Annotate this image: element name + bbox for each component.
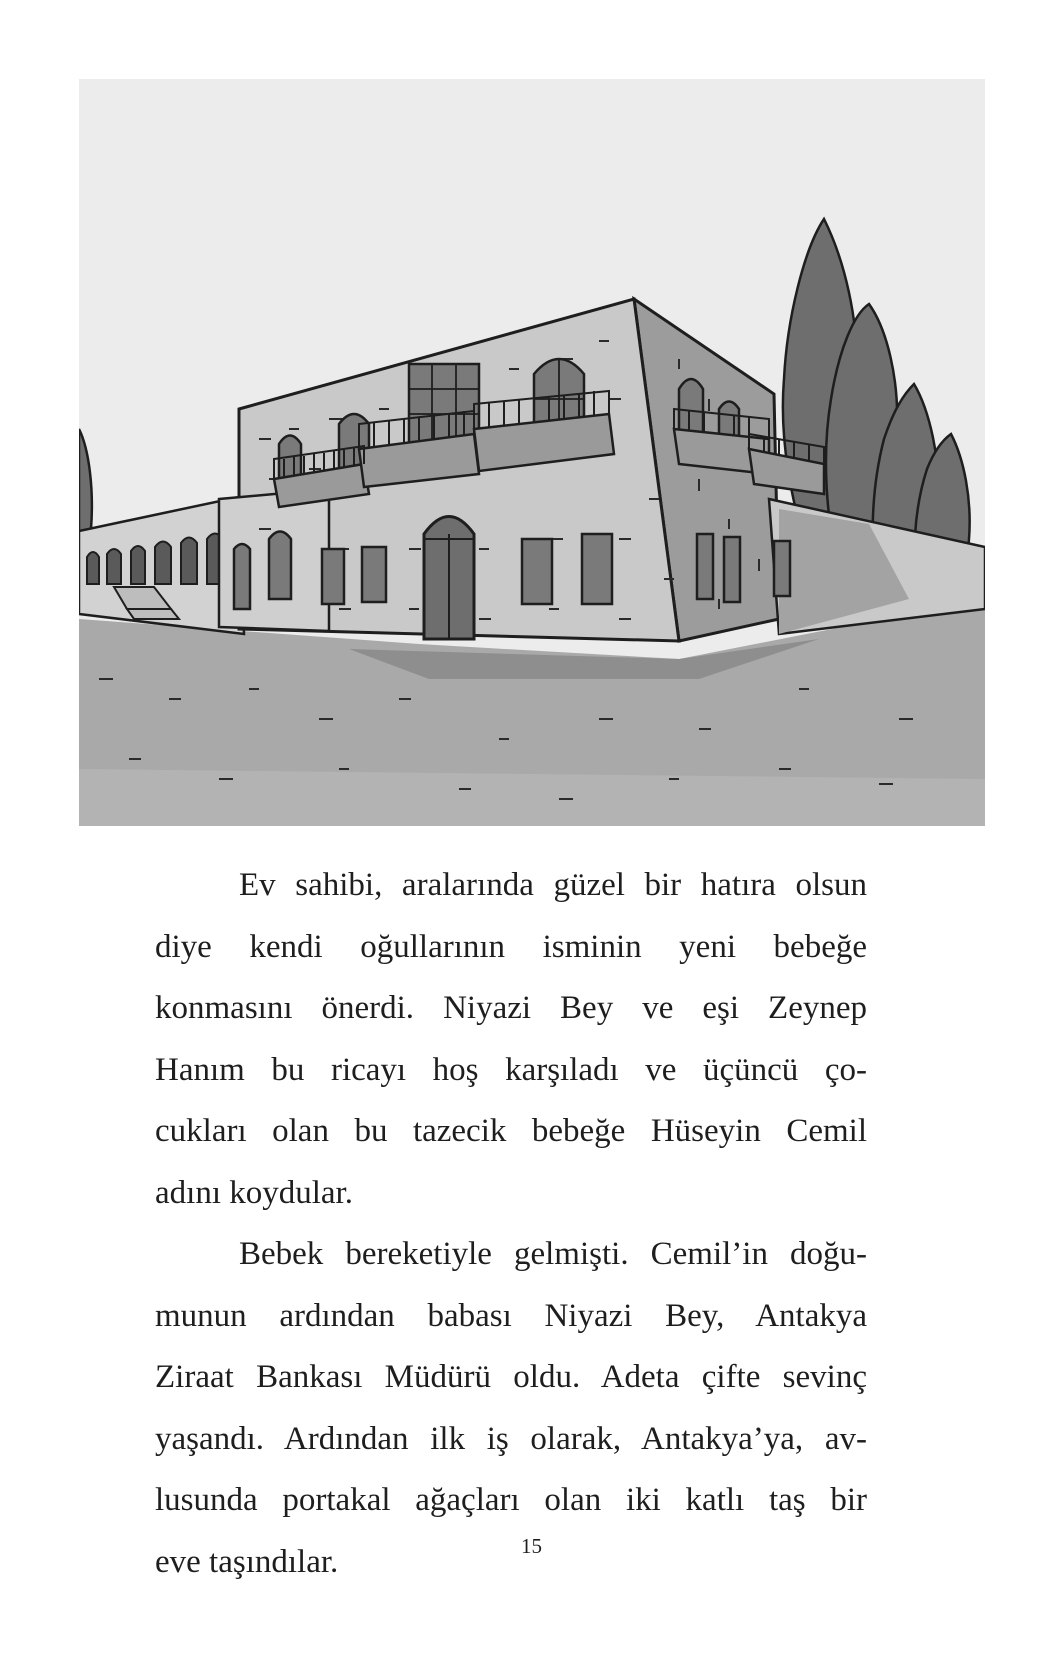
text-line: adını koydular. (155, 1174, 353, 1211)
page-number: 15 (521, 1534, 542, 1558)
house-illustration (79, 79, 985, 826)
text-line: Ziraat Bankası Müdürü oldu. Adeta çifte sevinç (155, 1359, 867, 1395)
text-line: Hanım bu ricayı hoş karşıladı ve üçüncü ço- (155, 1051, 867, 1088)
paragraph-1 (155, 855, 867, 1224)
text-body (155, 855, 867, 1593)
text-line: diye kendi oğullarının isminin yeni bebeğe (155, 928, 867, 965)
text-line: konmasını önerdi. Niyazi Bey ve eşi Zeynep (155, 990, 867, 1026)
text-line: lusunda portakal ağaçları olan iki katlı taş bir (155, 1482, 867, 1518)
text-line: cukları olan bu tazecik bebeğe Hüseyin Cemil (155, 1113, 867, 1149)
text-line: yaşandı. Ardından ilk iş olarak, Antakya’ya, av- (155, 1420, 867, 1457)
text-line: Ev sahibi, aralarında güzel bir hatıra olsun (239, 867, 867, 903)
text-line: munun ardından babası Niyazi Bey, Antakya (155, 1297, 867, 1334)
text-line: eve taşındılar. (155, 1543, 339, 1580)
text-line: Bebek bereketiyle gelmişti. Cemil’in doğu- (239, 1236, 867, 1272)
ground-lower (79, 769, 985, 826)
